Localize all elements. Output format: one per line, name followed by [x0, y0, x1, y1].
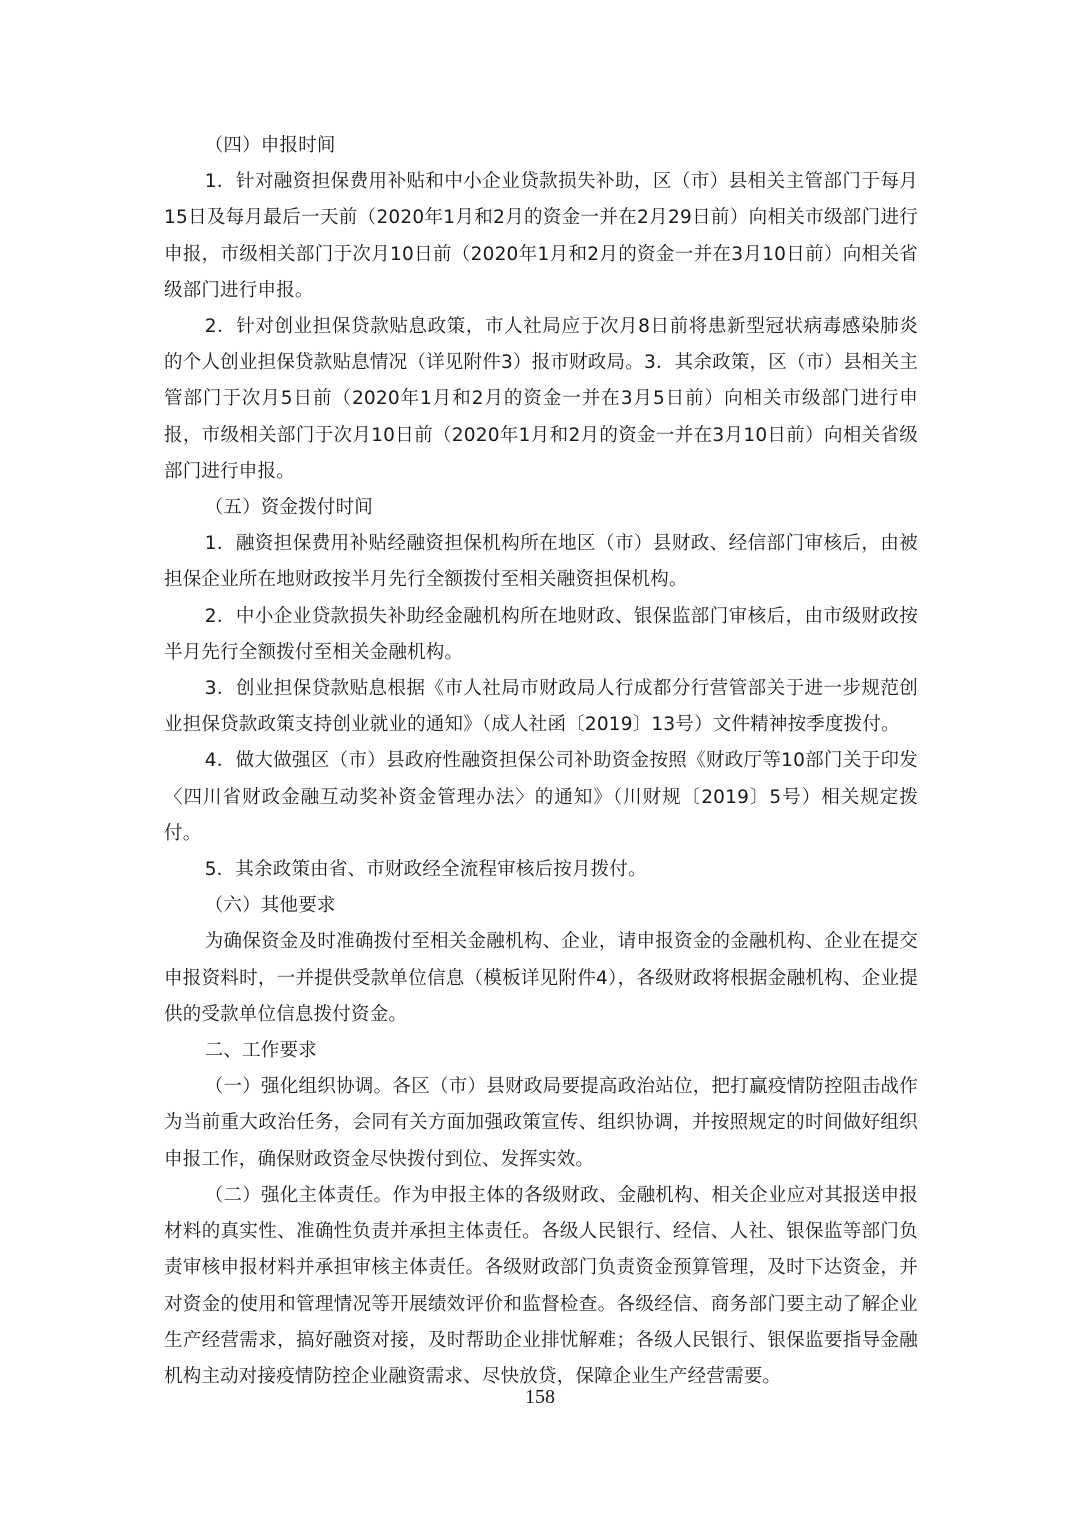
- paragraph: 1．针对融资担保费用补贴和中小企业贷款损失补助，区（市）县相关主管部门于每月15日及每月最后一天前（2020年1月和2月的资金一并在2月29日前）向相关市级部门进行申报，市级相关部门于次月10日前（2020年1月和2月的资金一并在3月10日前）向相关省级部门进行申报。: [164, 171, 918, 301]
- paragraph: 4．做大做强区（市）县政府性融资担保公司补助资金按照《财政厅等10部门关于印发〈四川省财政金融互动奖补资金管理办法〉的通知》（川财规〔2019〕5号）相关规定拨付。: [164, 750, 918, 844]
- heading-other-requirements: （六）其他要求: [204, 895, 336, 917]
- paragraph: 为确保资金及时准确拨付至相关金融机构、企业，请申报资金的金融机构、企业在提交申报资料时，一并提供受款单位信息（模板详见附件4），各级财政将根据金融机构、企业提供的受款单位信息拨付资金。: [164, 931, 918, 1025]
- paragraph: 5．其余政策由省、市财政经全流程审核后按月拨付。: [204, 859, 647, 881]
- heading-application-time: （四）申报时间: [204, 135, 336, 156]
- page-number: 158: [525, 1386, 555, 1408]
- paragraph: （一）强化组织协调。各区（市）县财政局要提高政治站位，把打赢疫情防控阻击战作为当前重大政治任务，会同有关方面加强政策宣传、组织协调，并按照规定的时间做好组织申报工作，确保财政资金尽快拨付到位、发挥实效。: [164, 1076, 918, 1170]
- heading-fund-disbursement-time: （五）资金拨付时间: [204, 497, 373, 519]
- paragraph: 2．针对创业担保贷款贴息政策，市人社局应于次月8日前将患新型冠状病毒感染肺炎的个人创业担保贷款贴息情况（详见附件3）报市财政局。3．其余政策，区（市）县相关主管部门于次月5日前（2020年1月和2月的资金一并在3月5日前）向相关市级部门进行申报，市级相关部门于次月10日前（2020年1月和2月的资金一并在3月10日前）向相关省级部门进行申报。: [164, 316, 918, 482]
- paragraph: 1．融资担保费用补贴经融资担保机构所在地区（市）县财政、经信部门审核后，由被担保企业所在地财政按半月先行全额拨付至相关融资担保机构。: [164, 533, 918, 591]
- paragraph: 3．创业担保贷款贴息根据《市人社局市财政局人行成都分行营管部关于进一步规范创业担保贷款政策支持创业就业的通知》（成人社函〔2019〕13号）文件精神按季度拨付。: [164, 678, 918, 736]
- document-body: [164, 128, 918, 1395]
- paragraph: （二）强化主体责任。作为申报主体的各级财政、金融机构、相关企业应对其报送申报材料的真实性、准确性负责并承担主体责任。各级人民银行、经信、人社、银保监等部门负责审核申报材料并承担审核主体责任。各级财政部门负责资金预算管理，及时下达资金，并对资金的使用和管理情况等开展绩效评价和监督检查。各级经信、商务部门要主动了解企业生产经营需求，搞好融资对接，及时帮助企业排忧解难；各级人民银行、银保监要指导金融机构主动对接疫情防控企业融资需求、尽快放贷，保障企业生产经营需要。: [164, 1184, 918, 1387]
- heading-work-requirements: 二、工作要求: [204, 1040, 317, 1062]
- paragraph: 2．中小企业贷款损失补助经金融机构所在地财政、银保监部门审核后，由市级财政按半月先行全额拨付至相关金融机构。: [164, 605, 918, 663]
